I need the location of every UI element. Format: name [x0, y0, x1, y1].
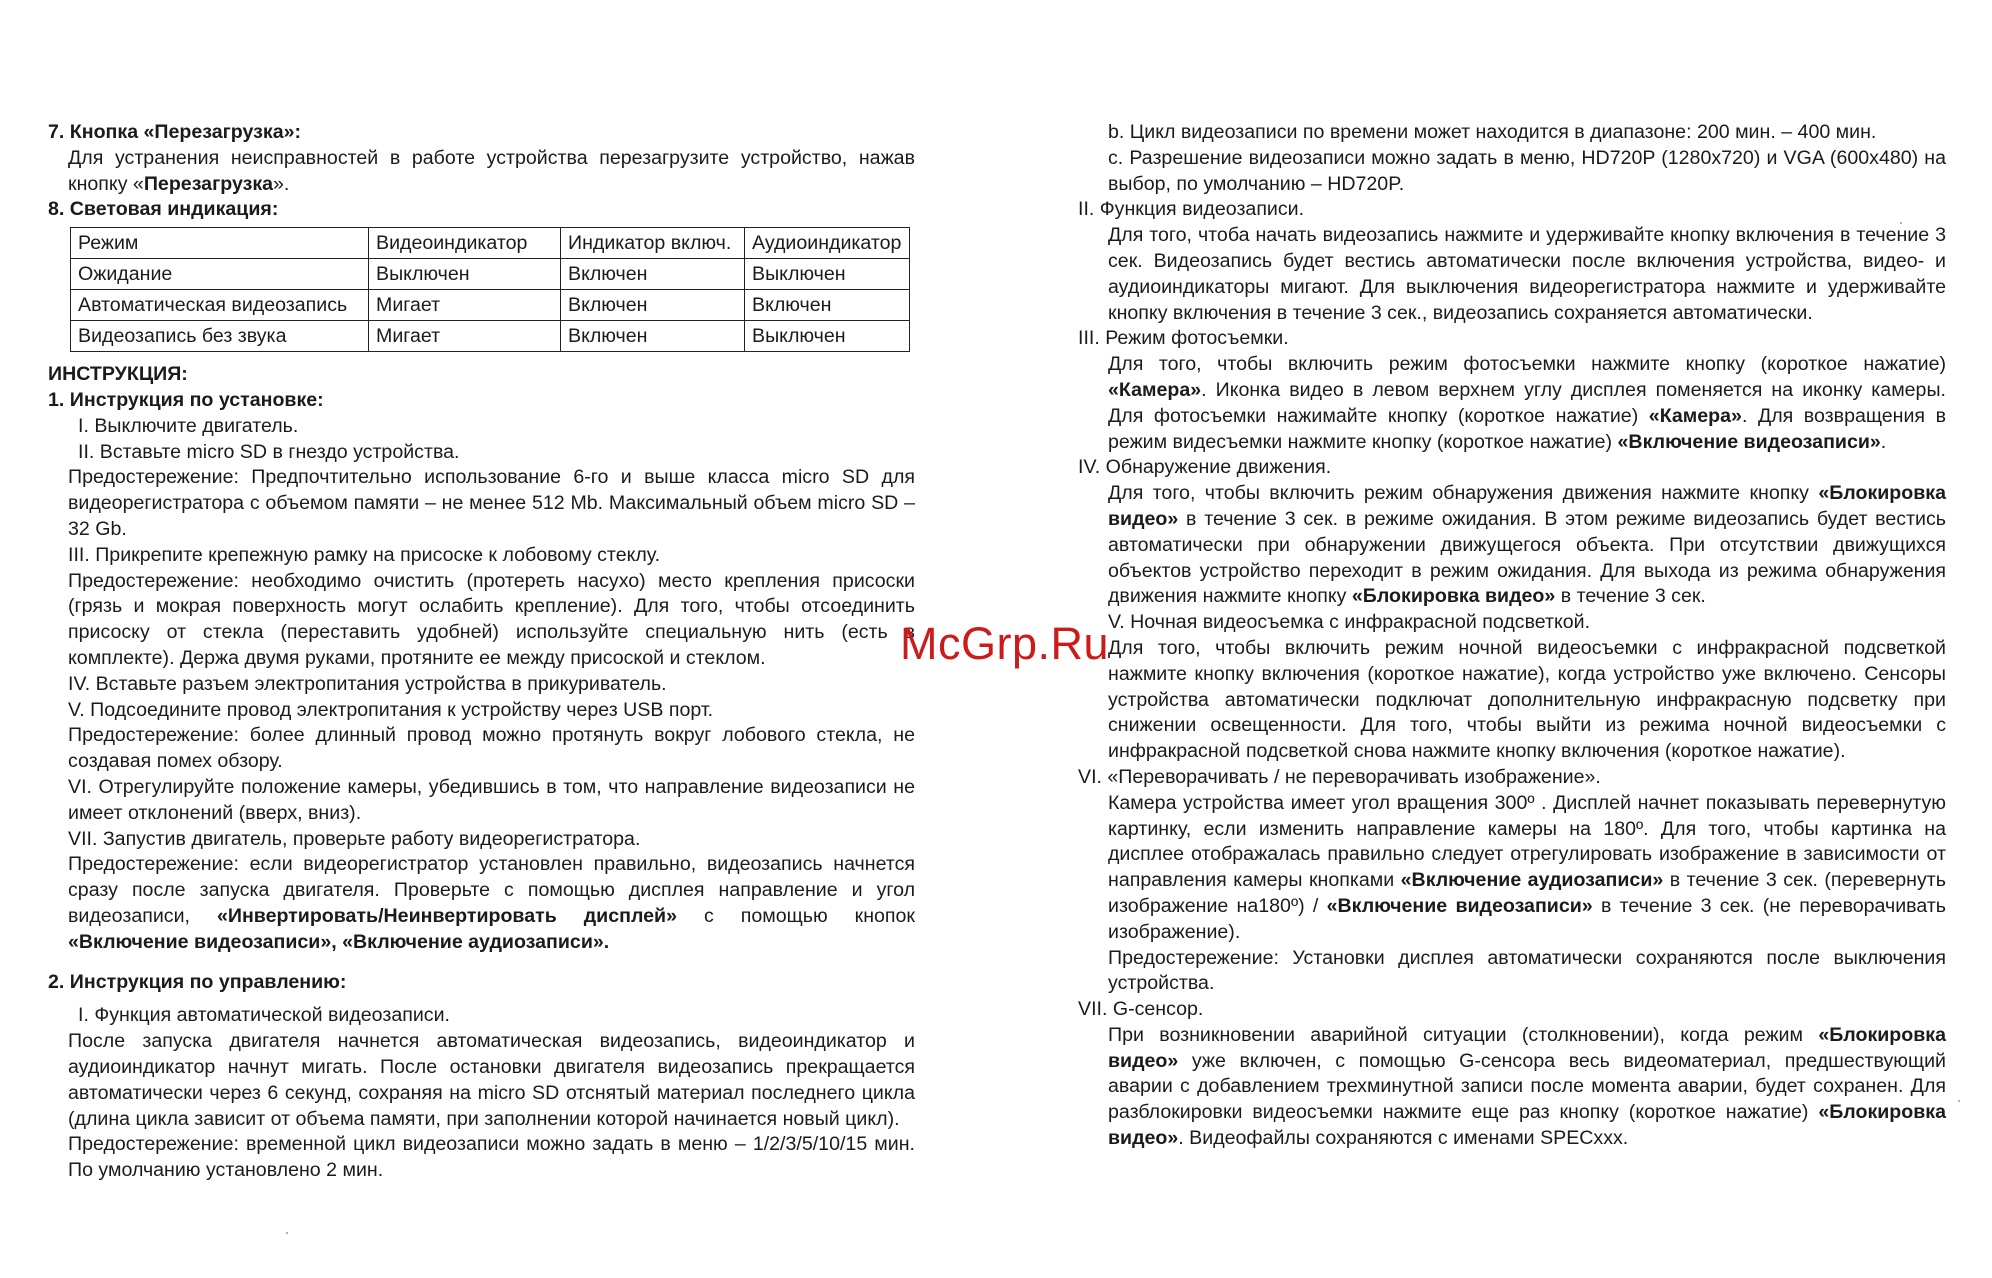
section-7-title: 7. Кнопка «Перезагрузка»:: [48, 121, 302, 143]
table-cell: Мигает: [369, 321, 561, 352]
install-warning-4: Предостережение: если видеорегистратор установлен правильно, видеозапись начнется сразу после запуска двигателя. Проверьте с помощью дисплея направление и угол видеозаписи, «Инвертировать/Неинвертировать дисплей» с помощью кнопок «Включение видеозаписи», «Включение аудиозаписи».: [68, 853, 915, 953]
table-row: [71, 290, 910, 321]
table-cell: Видеозапись без звука: [71, 321, 369, 352]
table-header-cell: Индикатор включ.: [561, 228, 745, 259]
install-step-2: II. Вставьте micro SD в гнездо устройства.: [78, 440, 460, 463]
table-cell: Выключен: [745, 259, 910, 290]
scan-speck: [1958, 1100, 1960, 1102]
install-step-4: IV. Вставьте разъем электропитания устройства в прикуриватель.: [68, 672, 667, 695]
table-row: [71, 259, 910, 290]
function-6-title: VI. «Переворачивать / не переворачивать изображение».: [1078, 765, 1601, 788]
function-3-title: III. Режим фотосъемки.: [1078, 327, 1289, 350]
table-header-cell: Режим: [71, 228, 369, 259]
table-cell: Автоматическая видеозапись: [71, 290, 369, 321]
control-title: 2. Инструкция по управлению:: [48, 970, 347, 993]
table-cell: Мигает: [369, 290, 561, 321]
function-5-text: Для того, чтобы включить режим ночной видеосъемки с инфракрасной подсветкой нажмите кнопку включения (короткое нажатие), когда устройство уже включено. Сенсоры устройства автоматически подключат дополнительную инфракрасную подсветку при снижении освещенности. Для того, чтобы выйти из режима ночной видеосъемки с инфракрасной подсветкой снова нажмите кнопку включения (короткое нажатие).: [1108, 636, 1946, 763]
install-warning-2: Предостережение: необходимо очистить (протереть насухо) место крепления присоски (грязь и мокрая поверхность могут ослабить крепление). Для того, чтобы отсоединить присоску от стекла (переставить удобней) используйте специальную нить (есть в комплекте). Держа двумя руками, протяните ее между присоской и стеклом.: [68, 569, 915, 669]
table-cell: Ожидание: [71, 259, 369, 290]
table-header-cell: Видеоиндикатор: [369, 228, 561, 259]
control-1-warning: Предостережение: временной цикл видеозаписи можно задать в меню – 1/2/3/5/10/15 мин. По умолчанию установлено 2 мин.: [68, 1133, 915, 1182]
function-4-text: Для того, чтобы включить режим обнаружения движения нажмите кнопку «Блокировка видео» в течение 3 сек. в режиме ожидания. В этом режиме видеозапись будет вестись автоматически при обнаружении движущегося объекта. При отсутствии движущихся объектов устройство переходит в режим ожидания. Для выхода из режима обнаружения движения нажмите кнопку «Блокировка видео» в течение 3 сек.: [1108, 482, 1946, 608]
control-1-text: После запуска двигателя начнется автоматическая видеозапись, видеоиндикатор и аудиоиндикатор начнут мигать. После остановки двигателя видеозапись прекращается автоматически через 6 секунд, сохраняя на micro SD отснятый материал последнего цикла (длина цикла зависит от объема памяти, при заполнении которой начинается новый цикл).: [68, 1030, 915, 1130]
function-7-title: VII. G-сенсор.: [1078, 998, 1204, 1021]
cycle-time-line: b. Цикл видеозаписи по времени может находится в диапазоне: 200 мин. – 400 мин.: [1108, 121, 1877, 143]
function-2-text: Для того, чтоба начать видеозапись нажмите и удерживайте кнопку включения в течение 3 сек. Видеозапись будет вестись автоматически после включения устройства, видео- и аудиоиндикаторы мигают. Для выключения видеорегистратора нажмите и удерживайте кнопку включения в течение 3 сек., видеозапись сохраняется автоматически.: [1108, 224, 1946, 324]
section-7-text: Для устранения неисправностей в работе устройства перезагрузите устройство, нажав кнопку «Перезагрузка».: [68, 146, 915, 195]
right-column: [1078, 120, 1946, 1152]
install-warning-3: Предостережение: более длинный провод можно протянуть вокруг лобового стекла, не создавая помех обзору.: [68, 724, 915, 773]
install-step-1: I. Выключите двигатель.: [78, 414, 299, 437]
table-cell: Включен: [745, 290, 910, 321]
table-cell: Включен: [561, 290, 745, 321]
table-row: [71, 321, 910, 352]
install-step-5: V. Подсоедините провод электропитания к устройству через USB порт.: [68, 698, 714, 721]
table-cell: Включен: [561, 321, 745, 352]
section-8-title: 8. Световая индикация:: [48, 198, 279, 221]
watermark-logo: McGrp.Ru: [900, 618, 1110, 669]
table-header-cell: Аудиоиндикатор: [745, 228, 910, 259]
install-step-7: VII. Запустив двигатель, проверьте работу видеорегистратора.: [68, 827, 641, 850]
function-7-text: При возникновении аварийной ситуации (столкновении), когда режим «Блокировка видео» уже включен, с помощью G-сенсора весь видеоматериал, предшествующий аварии с добавлением трехминутной записи после момента аварии, будет сохранен. Для разблокировки видеосъемки нажмите еще раз кнопку (короткое нажатие) «Блокировка видео». Видеофайлы сохраняются с именами SPECxxx.: [1108, 1023, 1946, 1150]
function-6-text: Камера устройства имеет угол вращения 300º . Дисплей начнет показывать перевернутую картинку, если изменить направление камеры на 180º. Для того, чтобы картинка на дисплее отображалась правильно следует отрегулировать изображение в зависимости от направления камеры кнопками «Включение аудиозаписи» в течение 3 сек. (перевернуть изображение на180º) / «Включение видеозаписи» в течение 3 сек. (не переворачивать изображение).: [1108, 791, 1947, 943]
instruction-title: ИНСТРУКЦИЯ:: [48, 363, 188, 386]
table-cell: Выключен: [369, 259, 561, 290]
left-column: [48, 120, 915, 1184]
install-step-6: VI. Отрегулируйте положение камеры, убедившись в том, что направление видеозаписи не имеет отклонений (вверх, вниз).: [68, 775, 915, 824]
scan-speck: [286, 1232, 288, 1234]
resolution-line: c. Разрешение видеозаписи можно задать в меню, HD720P (1280x720) и VGA (600x480) на выбор, по умолчанию – HD720P.: [1108, 146, 1946, 195]
table-cell: Включен: [561, 259, 745, 290]
scan-speck: [1900, 222, 1902, 224]
indication-table: [70, 227, 910, 352]
function-3-text: Для того, чтобы включить режим фотосъемки нажмите кнопку (короткое нажатие) «Камера». Иконка видео в левом верхнем углу дисплея поменяется на иконку камеры. Для фотосъемки нажимайте кнопку (короткое нажатие) «Камера». Для возвращения в режим видесъемки нажмите кнопку (короткое нажатие) «Включение видеозаписи».: [1108, 353, 1946, 453]
function-6-warning: Предостережение: Установки дисплея автоматически сохраняются после выключения устройства.: [1108, 946, 1946, 995]
function-4-title: IV. Обнаружение движения.: [1078, 456, 1332, 479]
table-header-row: [71, 228, 910, 259]
table-cell: Выключен: [745, 321, 910, 352]
function-2-title: II. Функция видеозаписи.: [1078, 198, 1305, 221]
install-warning-1: Предостережение: Предпочтительно использование 6-го и выше класса micro SD для видеорегистратора с объемом памяти – не менее 512 Mb. Максимальный объем micro SD – 32 Gb.: [68, 466, 915, 540]
function-5-title: V. Ночная видеосъемка с инфракрасной подсветкой.: [1108, 611, 1591, 634]
install-step-3: III. Прикрепите крепежную рамку на присоске к лобовому стеклу.: [68, 543, 661, 566]
control-1-title: I. Функция автоматической видеозаписи.: [78, 1004, 450, 1027]
install-title: 1. Инструкция по установке:: [48, 388, 324, 411]
